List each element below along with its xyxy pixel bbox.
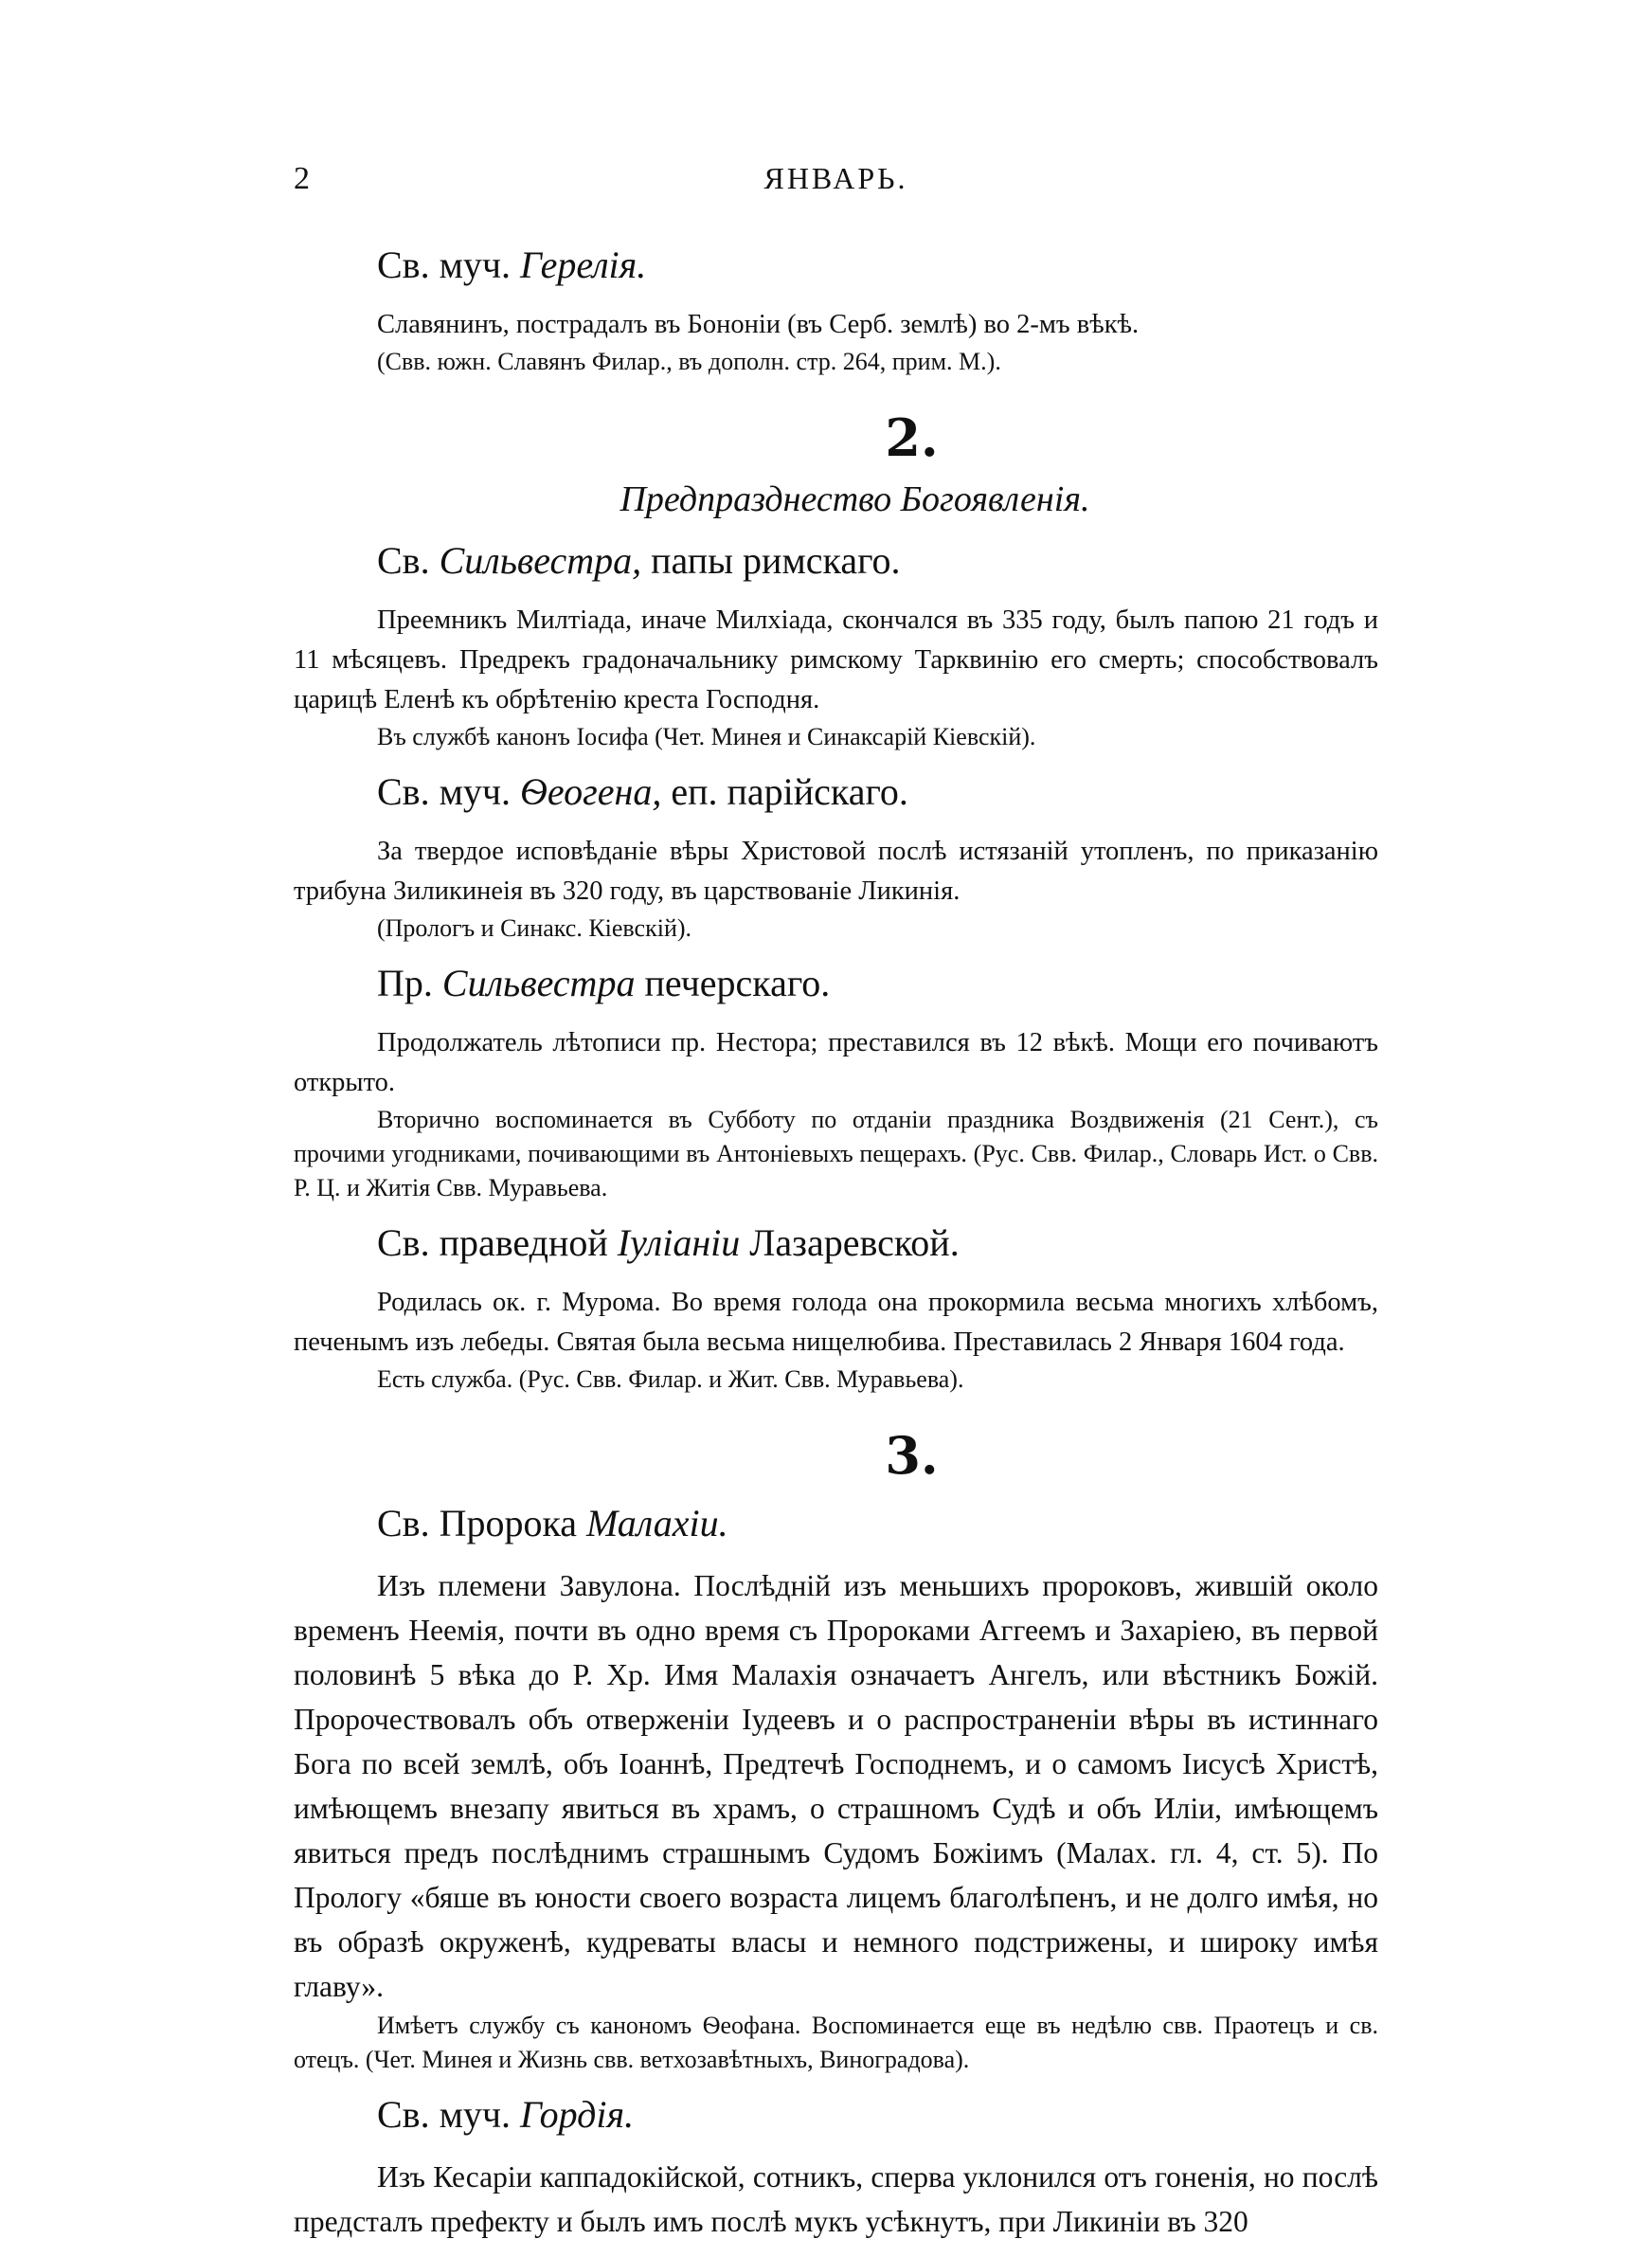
entry-text: Преемникъ Милтіада, иначе Милхіада, скончался въ 335 году, былъ папою 21 годъ и 11 мѣсяцевъ. Предрекъ градоначальнику римскому Тарквинію его смерть; способствовалъ царицѣ Еленѣ къ обрѣтенію креста Господня. <box>294 605 1378 714</box>
heading-prefix: Св. муч. <box>377 770 520 813</box>
day-number: 2. <box>885 407 939 468</box>
entry-note: Есть служба. (Рус. Свв. Филар. и Жит. Свв. Муравьева). <box>377 1365 964 1393</box>
entry-text: Славянинъ, пострадалъ въ Бононіи (въ Серб. землѣ) во 2-мъ вѣкѣ. <box>377 310 1140 339</box>
heading-prefix: Св. праведной <box>377 1221 618 1264</box>
saint-name: Іуліаніи <box>617 1221 741 1264</box>
saint-heading <box>377 538 1378 584</box>
page-header <box>294 161 1378 208</box>
entry-text: Изъ племени Завулона. Послѣдній изъ меньшихъ пророковъ, жившій около временъ Неемія, почти въ одно время съ Пророками Аггеемъ и Захаріею, въ первой половинѣ 5 вѣка до Р. Хр. Имя Малахія означаетъ Ангелъ, или вѣстникъ Божій. Пророчествовалъ объ отверженіи Іудеевъ и о распространеніи вѣры въ истиннаго Бога по всей землѣ, объ Іоаннѣ, Предтечѣ Господнемъ, и о самомъ Іисусѣ Христѣ, имѣющемъ внезапу явиться въ храмъ, о страшномъ Судѣ и объ Иліи, имѣющемъ явиться предъ послѣднимъ страшнымъ Судомъ Божіимъ (Малах. гл. 4, ст. 5). По Прологу «бяше въ юности своего возраста лицемъ благолѣпенъ, и не долго имѣя, но въ образѣ окруженѣ, кудреваты власы и немного подстрижены, и широку имѣя главу». <box>294 1569 1378 2003</box>
saint-heading <box>377 243 1378 288</box>
saint-heading <box>377 961 1378 1006</box>
entry-note: Имѣетъ службу съ канономъ Ѳеофана. Воспоминается еще въ недѣлю свв. Праотецъ и св. отецъ. (Чет. Минея и Жизнь свв. ветхозавѣтныхъ, Виноградова). <box>294 2012 1378 2073</box>
saint-name: Сильвестра <box>441 962 636 1004</box>
saint-heading <box>377 1501 1378 1546</box>
heading-prefix: Пр. <box>377 962 442 1004</box>
saint-heading <box>377 1220 1378 1266</box>
entry-gordius <box>294 2092 1378 2244</box>
heading-suffix: папы римскаго. <box>641 539 901 582</box>
saint-heading <box>377 2092 1378 2138</box>
entry-text: Родилась ок. г. Мурома. Во время голода она прокормила весьма многихъ хлѣбомъ, печенымъ изъ лебеды. Святая была весьма нищелюбива. Преставилась 2 Января 1604 года. <box>294 1288 1378 1357</box>
entry-note: (Свв. южн. Славянъ Филар., въ дополн. стр. 264, прим. М.). <box>377 348 1001 375</box>
page-number: 2 <box>294 161 310 196</box>
heading-prefix: Св. <box>377 539 440 582</box>
saint-name: Герелія. <box>520 244 647 286</box>
entry-text: За твердое исповѣданіе вѣры Христовой послѣ истязаній утопленъ, по приказанію трибуна Зиликинеія въ 320 году, въ царствованіе Ликинія. <box>294 837 1378 906</box>
entry-juliania <box>294 1220 1378 1397</box>
heading-prefix: Св. муч. <box>377 244 520 286</box>
entry-malachi <box>294 1501 1378 2077</box>
running-title: ЯНВАРЬ. <box>763 161 908 195</box>
entry-note: (Прологъ и Синакс. Кіевскій). <box>377 914 692 942</box>
heading-suffix: Лазаревской. <box>740 1221 960 1264</box>
entry-note: Въ службѣ канонъ Іосифа (Чет. Минея и Синаксарій Кіевскій). <box>377 723 1036 750</box>
heading-suffix: печерскаго. <box>635 962 831 1004</box>
entry-silvester-pechersky <box>294 961 1378 1205</box>
entry-text: Продолжатель лѣтописи пр. Нестора; преставился въ 12 вѣкѣ. Мощи его почиваютъ открыто. <box>294 1028 1378 1097</box>
page-content <box>294 227 1378 2249</box>
saint-heading <box>377 769 1378 815</box>
saint-name: Сильвестра, <box>439 539 642 582</box>
entry-text: Изъ Кесаріи каппадокійской, сотникъ, сперва уклонился отъ гоненія, но послѣ предсталъ префекту и былъ имъ послѣ мукъ усѣкнутъ, при Ликиніи въ 320 <box>294 2160 1378 2238</box>
saint-name: Гордія. <box>520 2093 635 2136</box>
feast-title: Предпразднество Богоявленія. <box>620 479 1090 519</box>
entry-gerelia <box>294 243 1378 379</box>
saint-name: Малахіи. <box>586 1502 728 1544</box>
heading-prefix: Св. муч. <box>377 2093 520 2136</box>
saint-name: Ѳеогена, <box>520 770 662 813</box>
day-number: 3. <box>885 1425 939 1486</box>
entry-note: Вторично воспоминается въ Субботу по отданіи праздника Воздвиженія (21 Сент.), съ прочими угодниками, почивающими въ Антоніевыхъ пещерахъ. (Рус. Свв. Филар., Словарь Ист. о Свв. Р. Ц. и Житія Свв. Муравьева. <box>294 1106 1378 1201</box>
heading-suffix: еп. парійскаго. <box>661 770 908 813</box>
entry-silvester <box>294 538 1378 754</box>
entry-theogen <box>294 769 1378 946</box>
heading-prefix: Св. Пророка <box>377 1502 587 1544</box>
